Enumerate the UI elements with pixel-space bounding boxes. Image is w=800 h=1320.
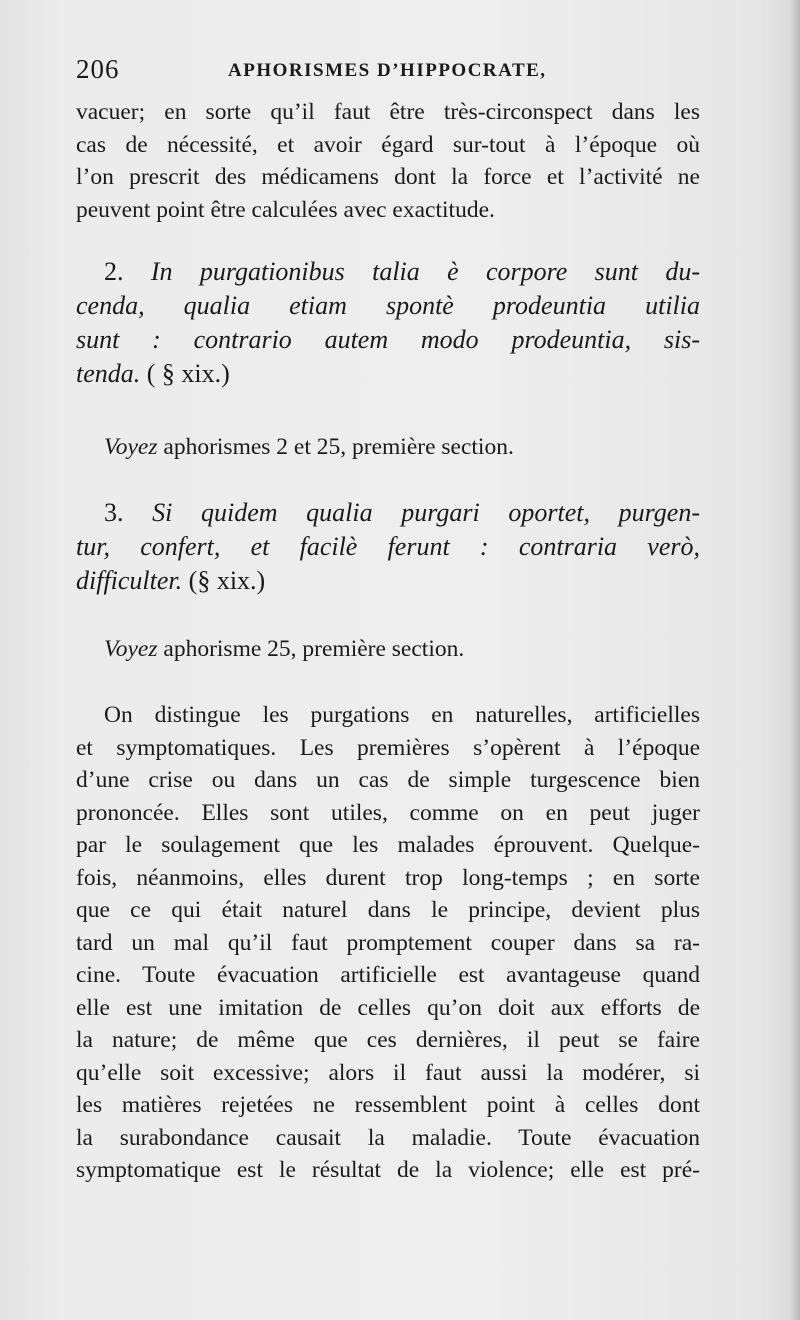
text-line: par le soulagement que les malades éprouvent. Quelque-	[76, 832, 700, 858]
page-header	[76, 54, 698, 94]
text-line: symptomatique est le résultat de la violence; elle est pré-	[76, 1157, 700, 1183]
latin-text: difficulter.	[76, 566, 183, 595]
aphorism-number: 2.	[104, 257, 124, 286]
text-line: l’on prescrit des médicamens dont la force et l’activité ne	[76, 164, 700, 190]
text-line: d’une crise ou dans un cas de simple turgescence bien	[76, 767, 700, 793]
continued-paragraph	[76, 96, 700, 226]
voyez-label: Voyez	[104, 636, 158, 662]
text-line: peuvent point être calculées avec exactitude.	[76, 196, 495, 223]
text-line: cine. Toute évacuation artificielle est avantageuse quand	[76, 962, 700, 988]
page-edge-shadow	[790, 0, 800, 1320]
section-reference: ( § xix.)	[146, 359, 230, 388]
voyez-label: Voyez	[104, 434, 158, 460]
aphorism-line	[76, 357, 700, 391]
cross-reference-line	[76, 633, 700, 666]
latin-text: cenda, qualia etiam spontè prodeuntia utilia	[76, 291, 700, 320]
cross-reference-text: aphorisme 25, première section.	[163, 636, 465, 662]
text-line: fois, néanmoins, elles durent trop long-temps ; en sorte	[76, 864, 700, 891]
latin-text: Si quidem qualia purgari oportet, purgen-	[152, 498, 700, 527]
latin-text: tur, confert, et facilè ferunt : contraria verò,	[76, 532, 700, 561]
running-title: APHORISMES D’HIPPOCRATE,	[228, 60, 547, 81]
text-line: la surabondance causait la maladie. Toute évacuation	[76, 1124, 700, 1151]
text-line: que ce qui était naturel dans le principe, devient plus	[76, 897, 700, 923]
cross-reference-text: aphorismes 2 et 25, première section.	[163, 434, 514, 460]
commentary-paragraph	[76, 699, 700, 1187]
text-line: les matières rejetées ne ressemblent point à celles dont	[76, 1092, 700, 1118]
page-number: 206	[76, 54, 120, 84]
text-line: vacuer; en sorte qu’il faut être très-circonspect dans les	[76, 99, 700, 125]
latin-text: tenda.	[76, 359, 141, 388]
aphorism-line	[76, 496, 700, 530]
aphorism-2	[76, 255, 700, 391]
cross-reference-3	[76, 633, 700, 666]
text-line: et symptomatiques. Les premières s’opèrent à l’époque	[76, 734, 700, 761]
cross-reference-2	[76, 431, 700, 464]
aphorism-line	[76, 564, 700, 598]
section-reference: (§ xix.)	[188, 566, 266, 595]
aphorism-3	[76, 496, 700, 598]
latin-text: In purgationibus talia è corpore sunt du-	[150, 257, 701, 286]
aphorism-line	[76, 255, 700, 289]
text-line: la nature; de même que ces dernières, il peut se faire	[76, 1027, 700, 1053]
text-line: elle est une imitation de celles qu’on doit aux efforts de	[76, 994, 700, 1021]
aphorism-number: 3.	[104, 498, 124, 527]
text-line: tard un mal qu’il faut promptement couper dans sa ra-	[76, 929, 700, 956]
text-line: prononcée. Elles sont utiles, comme on en peut juger	[76, 799, 700, 826]
text-line: qu’elle soit excessive; alors il faut aussi la modérer, si	[76, 1059, 700, 1086]
cross-reference-line	[76, 431, 700, 464]
text-line: On distingue les purgations en naturelles, artificielles	[104, 702, 700, 728]
text-line: cas de nécessité, et avoir égard sur-tout à l’époque où	[76, 131, 700, 158]
latin-text: sunt : contrario autem modo prodeuntia, sis-	[76, 325, 700, 354]
